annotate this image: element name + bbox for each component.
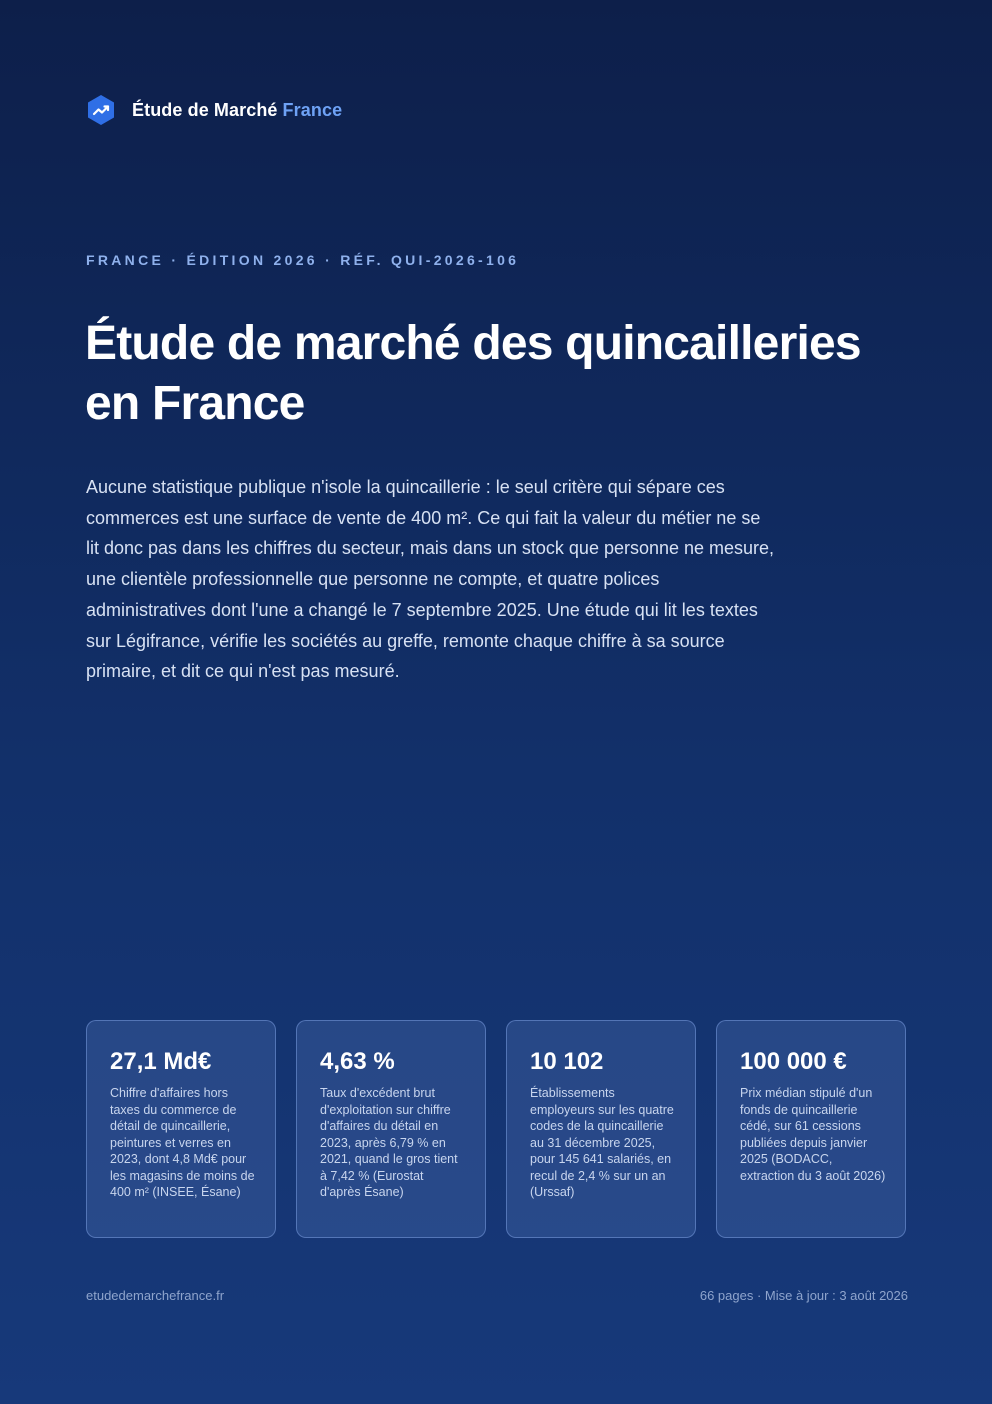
lead-paragraph: Aucune statistique publique n'isole la quincaillerie : le seul critère qui sépare ces commerces est une surface de vente de 400 m². Ce qui fait la valeur du métier ne se lit donc pas dans les chiffres du secteur, mais dans un stock que personne ne mesure, une clientèle professionnelle que personne ne compte, et quatre polices administratives dont l'une a changé le 7 septembre 2025. Une étude qui lit les textes sur Légifrance, vérifie les sociétés au greffe, remonte chaque chiffre à sa source primaire, et dit ce qui n'est pas mesuré. [86,477,775,682]
brand-accent: France [282,99,343,120]
brand-name: Étude de Marché France [132,99,343,120]
key-figures [86,1020,908,1238]
stat-description: Prix médian stipulé d'un fonds de quincaillerie cédé, sur 61 cessions publiées depuis janvier 2025 (BODACC, extraction du 3 août 2026) [740,1086,886,1183]
footer [86,1288,908,1303]
stat-value: 100 000 € [740,1048,847,1075]
trending-up-hexagon-icon [86,94,116,126]
stat-description: Taux d'excédent brut d'exploitation sur chiffre d'affaires du détail en 2023, après 6,79 % en 2021, quand le gros tient à 7,42 % (Eurostat d'après Ésane) [320,1086,458,1199]
stat-card-business-price [716,1020,906,1238]
document-meta: 66 pages · Mise à jour : 3 août 2026 [699,1288,908,1303]
stat-card-revenue [86,1020,276,1238]
stat-value: 10 102 [530,1048,604,1075]
brand [86,94,342,126]
stat-description: Chiffre d'affaires hors taxes du commerce de détail de quincaillerie, peintures et verres en 2023, dont 4,8 Md€ pour les magasins de moins de 400 m² (INSEE, Ésane) [110,1086,255,1199]
stat-description: Établissements employeurs sur les quatre codes de la quincaillerie au 31 décembre 2025, pour 145 641 salariés, en recul de 2,4 % sur un an (Urssaf) [530,1086,674,1199]
stat-value: 27,1 Md€ [110,1048,212,1075]
website-link[interactable]: etudedemarchefrance.fr [86,1288,225,1303]
page-title: Étude de marché des quincailleries en France [85,317,861,430]
stat-card-establishments [506,1020,696,1238]
stat-card-margin [296,1020,486,1238]
stat-value: 4,63 % [320,1048,395,1075]
edition-reference: FRANCE · ÉDITION 2026 · RÉF. QUI-2026-106 [86,252,520,268]
